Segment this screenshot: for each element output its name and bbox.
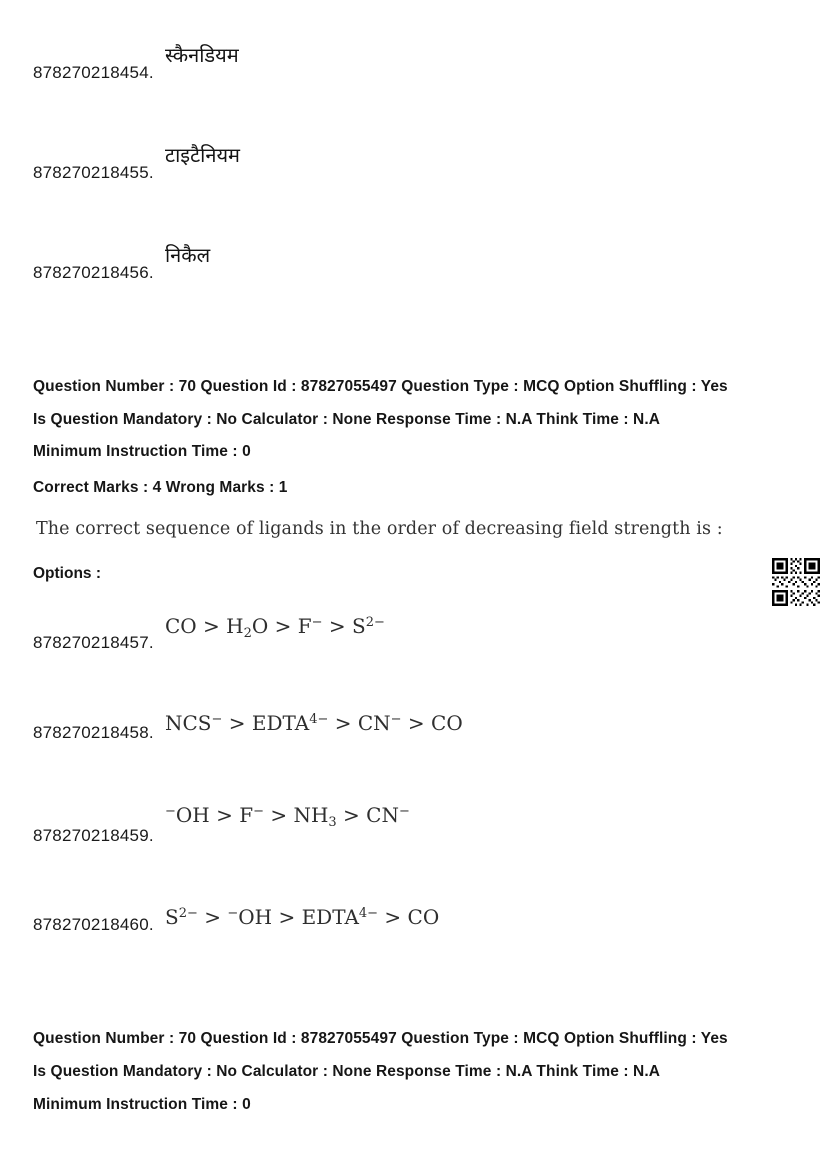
option-label-hindi: स्कैनडियम (165, 45, 239, 67)
qr-code-icon (772, 557, 820, 607)
option-formula: $^-OH > F^- > NH_3 > CN^-$ (165, 803, 410, 830)
question-meta-line-4: Correct Marks : 4 Wrong Marks : 1 (33, 479, 288, 496)
option-id: 878270218460. (33, 915, 154, 934)
question-meta-line-2: Is Question Mandatory : No Calculator : None Response Time : N.A Think Time : N.A (33, 411, 661, 428)
question-meta-line-1: Question Number : 70 Question Id : 87827055497 Question Type : MCQ Option Shuffling : Yes (33, 378, 728, 395)
option-id: 878270218459. (33, 826, 154, 845)
question-meta-line-3: Minimum Instruction Time : 0 (33, 443, 251, 460)
next-question-meta-line-2: Is Question Mandatory : No Calculator : None Response Time : N.A Think Time : N.A (33, 1063, 661, 1080)
option-label-hindi: टाइटैनियम (165, 145, 240, 167)
option-formula: CO > $H_2O > F^- > S^{2-}$ (165, 614, 385, 641)
option-formula: $NCS^- > EDTA^{4-} > CN^-$ > CO (165, 711, 463, 735)
option-formula: $S^{2-} > ^-OH$ > $EDTA^{4-}$ > CO (165, 905, 440, 929)
question-text: The correct sequence of ligands in the order of decreasing field strength is : (36, 519, 723, 539)
next-question-meta-line-3: Minimum Instruction Time : 0 (33, 1096, 251, 1113)
next-question-meta-line-1: Question Number : 70 Question Id : 87827055497 Question Type : MCQ Option Shuffling : Yes (33, 1030, 728, 1047)
options-label: Options : (33, 565, 102, 582)
option-id: 878270218455. (33, 163, 154, 182)
option-label-hindi: निकैल (165, 245, 211, 267)
option-id: 878270218454. (33, 63, 154, 82)
option-id: 878270218456. (33, 263, 154, 282)
option-id: 878270218457. (33, 633, 154, 652)
option-id: 878270218458. (33, 723, 154, 742)
